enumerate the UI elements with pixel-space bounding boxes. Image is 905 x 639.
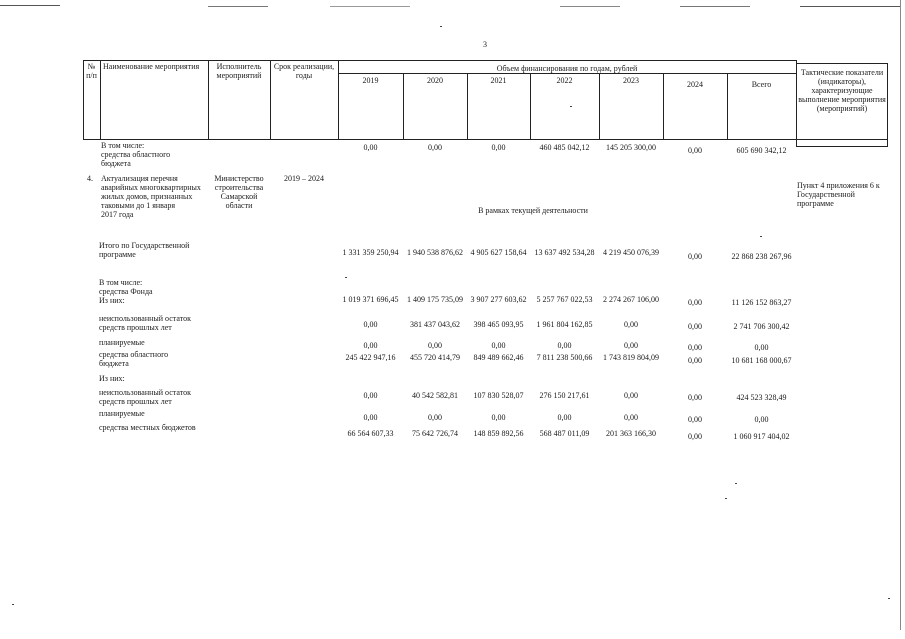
- row-top-label: В том числе: средства областного бюджета: [101, 141, 171, 168]
- header-num: № п/п: [86, 62, 97, 80]
- totals-fund-value: 11 126 152 863,27: [731, 298, 792, 307]
- scan-artifact-line: [0, 5, 60, 6]
- totals-fund-unused-value: 381 437 043,62: [410, 320, 460, 329]
- page-number: 3: [483, 40, 487, 49]
- header-executor: Исполнитель мероприятий: [216, 62, 262, 80]
- header-total: Всего: [751, 80, 772, 89]
- totals-regional-value: 849 489 662,46: [473, 353, 524, 362]
- totals-fund-value: 3 907 277 603,62: [470, 295, 527, 304]
- row-top-2022: 460 485 042,12: [539, 143, 590, 152]
- row4-period: 2019 – 2024: [284, 174, 324, 183]
- row4-note: В рамках текущей деятельности: [478, 206, 588, 215]
- header-year-2020: 2020: [427, 76, 443, 85]
- header-year-2022: 2022: [556, 76, 573, 85]
- totals-fund-planned-value: 0,00: [624, 341, 638, 350]
- totals-regional-value: 0,00: [688, 356, 702, 365]
- totals-fund-planned-label: планируемые: [99, 338, 145, 347]
- scan-speck: [888, 598, 890, 599]
- scan-speck: [760, 236, 762, 237]
- totals-fund-planned-value: 0,00: [428, 341, 442, 350]
- totals-fund-unused-value: 0,00: [363, 320, 378, 329]
- totals-total-value: 4 905 627 158,64: [470, 248, 527, 257]
- totals-regional-planned-value: 0,00: [363, 413, 378, 422]
- totals-total-label: Итого по Государственной программе: [99, 241, 190, 259]
- totals-regional-unused-value: 276 150 217,61: [539, 391, 590, 400]
- totals-total-value: 1 331 359 250,94: [342, 248, 399, 257]
- totals-fund-value: 1 409 175 735,09: [407, 295, 463, 304]
- totals-regional-planned-label: планируемые: [99, 409, 145, 418]
- row-top-2024: 0,00: [688, 146, 702, 155]
- totals-local-value: 0,00: [688, 432, 702, 441]
- totals-fund-unused-value: 398 465 093,95: [473, 320, 524, 329]
- scan-artifact-line: [800, 6, 900, 7]
- totals-regional-unused-value: 0,00: [688, 393, 702, 402]
- totals-fund-planned-value: 0,00: [557, 341, 572, 350]
- header-period: Срок реализации, годы: [273, 62, 335, 80]
- scan-artifact-line: [330, 6, 410, 7]
- totals-regional-value: 10 681 168 000,67: [731, 356, 792, 365]
- totals-regional-planned-value: 0,00: [624, 413, 638, 422]
- scan-speck: [12, 604, 14, 605]
- totals-regional-unused-value: 424 523 328,49: [736, 393, 787, 402]
- totals-local-value: 1 060 917 404,02: [733, 432, 790, 441]
- header-year-2019: 2019: [362, 76, 379, 85]
- totals-local-value: 568 487 011,09: [539, 429, 590, 438]
- row-top-2019: 0,00: [363, 143, 378, 152]
- scan-speck: [440, 26, 442, 27]
- totals-local-value: 75 642 726,74: [412, 429, 458, 438]
- totals-regional-value: 455 720 414,79: [410, 353, 460, 362]
- totals-fund-value: 5 257 767 022,53: [536, 295, 593, 304]
- totals-regional-unused-value: 40 542 582,81: [412, 391, 458, 400]
- totals-fund-unused-label: неиспользованный остаток средств прошлых лет: [99, 314, 191, 332]
- row4-name: Актуализация перечня аварийных многоквартирных жилых домов, признанных таковыми до 1 января 2017 года: [101, 174, 201, 219]
- totals-regional-planned-value: 0,00: [491, 413, 506, 422]
- totals-regional-value: 7 811 238 500,66: [536, 353, 593, 362]
- totals-fund-value: 2 274 267 106,00: [603, 295, 659, 304]
- totals-total-value: 4 219 450 076,39: [603, 248, 659, 257]
- totals-local-value: 148 859 892,56: [473, 429, 524, 438]
- totals-regional-planned-value: 0,00: [428, 413, 442, 422]
- totals-regional-unused-value: 0,00: [363, 391, 378, 400]
- header-name: Наименование мероприятия: [103, 62, 200, 71]
- row-top-total: 605 690 342,12: [736, 146, 787, 155]
- totals-fund-unused-value: 0,00: [688, 322, 702, 331]
- row4-executor: Министерство строительства Самарской области: [214, 174, 264, 210]
- header-indicators: Тактические показатели (индикаторы), характеризующие выполнение мероприятия (мероприятий): [798, 68, 886, 113]
- totals-local-value: 201 363 166,30: [606, 429, 656, 438]
- totals-fund-planned-value: 0,00: [491, 341, 506, 350]
- totals-regional-label: средства областного бюджета: [99, 350, 169, 368]
- scan-speck: [345, 277, 347, 278]
- totals-total-value: 1 940 538 876,62: [407, 248, 463, 257]
- totals-fund-unused-value: 1 961 804 162,85: [536, 320, 593, 329]
- totals-regional-value: 1 743 819 804,09: [603, 353, 659, 362]
- totals-regional-planned-value: 0,00: [688, 415, 702, 424]
- totals-from-them-label: Из них:: [99, 374, 125, 383]
- totals-fund-planned-value: 0,00: [754, 343, 769, 352]
- row-top-2021: 0,00: [491, 143, 506, 152]
- totals-local-label: средства местных бюджетов: [99, 423, 196, 432]
- totals-fund-value: 1 019 371 696,45: [342, 295, 399, 304]
- totals-fund-planned-value: 0,00: [363, 341, 378, 350]
- totals-regional-unused-label: неиспользованный остаток средств прошлых лет: [99, 388, 191, 406]
- totals-fund-label: В том числе: средства Фонда Из них:: [99, 278, 153, 305]
- header-year-2021: 2021: [490, 76, 507, 85]
- row4-indicator: Пункт 4 приложения 6 к Государственной программе: [797, 181, 880, 208]
- scan-artifact-line: [208, 6, 268, 7]
- totals-total-value: 22 868 238 267,96: [731, 252, 792, 261]
- row4-num: 4.: [87, 174, 93, 183]
- totals-regional-unused-value: 107 830 528,07: [473, 391, 524, 400]
- totals-fund-planned-value: 0,00: [688, 343, 702, 352]
- totals-fund-unused-value: 0,00: [624, 320, 638, 329]
- scan-speck: [725, 498, 727, 499]
- scan-speck: [570, 106, 572, 107]
- header-year-2024: 2024: [687, 80, 703, 89]
- totals-regional-planned-value: 0,00: [754, 415, 769, 424]
- scan-speck: [735, 483, 737, 484]
- totals-regional-unused-value: 0,00: [624, 391, 638, 400]
- totals-total-value: 13 637 492 534,28: [534, 248, 595, 257]
- scan-artifact-line: [560, 6, 620, 7]
- totals-fund-value: 0,00: [688, 298, 702, 307]
- row-top-2020: 0,00: [428, 143, 442, 152]
- totals-local-value: 66 564 607,33: [347, 429, 394, 438]
- row-top-2023: 145 205 300,00: [606, 143, 656, 152]
- totals-regional-value: 245 422 947,16: [345, 353, 396, 362]
- scan-artifact-line: [680, 6, 750, 7]
- scan-artifact-edge: [900, 0, 901, 630]
- totals-regional-planned-value: 0,00: [557, 413, 572, 422]
- totals-fund-unused-value: 2 741 706 300,42: [733, 322, 790, 331]
- totals-total-value: 0,00: [688, 252, 702, 261]
- header-year-2023: 2023: [623, 76, 639, 85]
- header-funding: Объем финансирования по годам, рублей: [496, 64, 638, 73]
